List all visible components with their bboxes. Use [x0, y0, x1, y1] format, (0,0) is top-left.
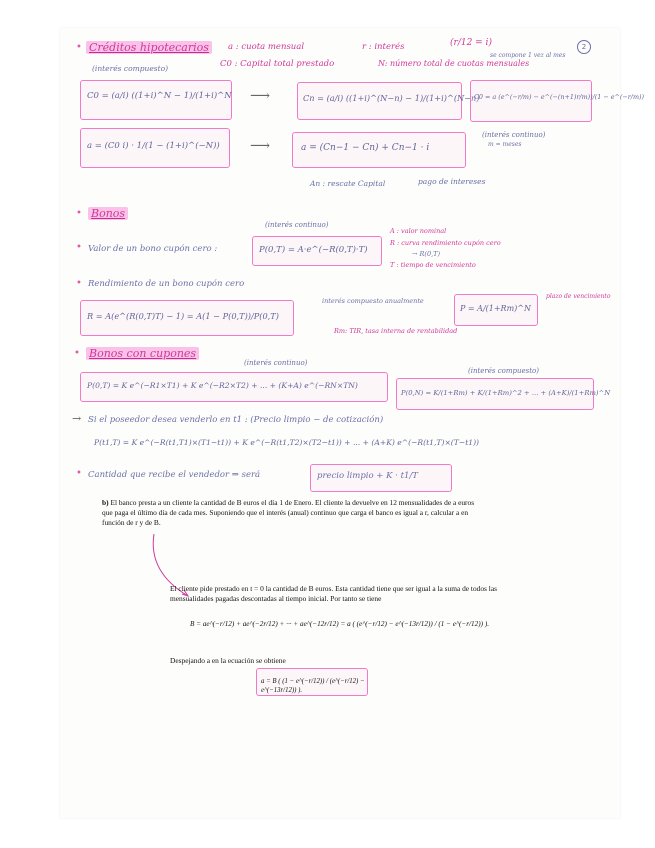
exercise-b	[102, 498, 482, 528]
label-pago-intereses: pago de intereses	[418, 177, 486, 186]
legend-tiempo: T : tiempo de vencimiento	[390, 261, 476, 269]
formula-box-cupones-comp	[396, 378, 611, 410]
formula-box-c0	[80, 80, 232, 120]
despejando-text: Despejando a en la ecuación se obtiene	[170, 656, 286, 665]
formula-p0t: P(0,T) = A·e^(−R(0,T)·T)	[259, 245, 368, 255]
label-an: An : rescate Capital	[310, 179, 386, 188]
formula-box-a-split	[292, 132, 466, 168]
legend-rm: Rm: TIR, tasa interna de rentabilidad	[334, 327, 458, 335]
formula-p-rm: P = A/(1+Rm)^N	[460, 304, 531, 313]
legend-a: a : cuota mensual	[228, 42, 305, 52]
formula-cupones-continuo: P(0,T) = K e^(−R1×T1) + K e^(−R2×T2) + ... + (K+A) e^(−RN×TN)	[87, 381, 358, 390]
legend-n: N: número total de cuotas mensuales	[378, 59, 530, 68]
equation-b: B = ae^(−r/12) + ae^(−2r/12) + ··· + ae^(−12r/12) = a ( (e^(−r/12) − e^(−13r/12)) / (1 − e^(−r/12)) ).	[190, 620, 490, 628]
note-continuo: (interés continuo)	[482, 131, 546, 139]
note-cupones-compuesto: (interés compuesto)	[468, 367, 539, 375]
legend-r: r : interés	[362, 42, 405, 52]
legend-curva: R : curva rendimiento cupón cero	[390, 239, 501, 247]
note-interes-compuesto: (interés compuesto)	[92, 64, 169, 73]
formula-a-split: a = (Cn−1 − Cn) + Cn−1 · i	[301, 143, 430, 153]
formula-box-p-rm	[454, 294, 538, 326]
formula-vender: P(t1,T) = K e^(−R(t1,T1)×(T1−t1)) + K e^(−R(t1,T2)×(T2−t1)) + ... + (A+K) e^(−R(t1,T)×(T−t1))	[94, 438, 480, 447]
formula-c0: C0 = (a/i) ((1+i)^N − 1)/(1+i)^N	[87, 91, 232, 101]
legend-valor-nominal: A : valor nominal	[390, 227, 447, 235]
formula-rendimiento: R = A(e^(R(0,T)T) − 1) = A(1 − P(0,T))/P(0,T)	[87, 311, 279, 321]
bullet-icon: •	[76, 208, 82, 219]
page-number: 2	[577, 40, 591, 54]
formula-c0-continuo: C0 = a (e^(−r/m) − e^(−(n+1)r/m))/(1 − e^(−r/m))	[474, 93, 645, 101]
formula-precio-limpio: precio limpio + K · t1/T	[317, 471, 418, 481]
section-title-cupones: Bonos con cupones	[86, 348, 199, 360]
formula-box-c0-cont	[470, 80, 645, 122]
formula-box-precio	[310, 464, 452, 492]
section-title-hipotecarios: Créditos hipotecarios	[86, 42, 212, 54]
bullet-icon: •	[76, 468, 82, 479]
legend-r-monthly: (r/12 = i)	[450, 38, 492, 48]
formula-box-p0t	[252, 236, 382, 266]
bullet-icon: •	[76, 278, 82, 289]
note-bonos-continuo: (interés continuo)	[265, 221, 329, 229]
exercise-b-text: El banco presta a un cliente la cantidad de B euros el día 1 de Enero. El cliente la devuelve en 12 mensualidades de a euros que paga el último día de cada mes. Suponiendo que el interés (anual) continuo que carga el banco es igual a r, calcular a en función de r y de B.	[102, 498, 475, 527]
formula-a: a = (C0 i) · 1/(1 − (1+i)^(−N))	[87, 141, 220, 151]
arrow-right-icon: →	[72, 412, 82, 425]
formula-cn: Cn = (a/i) ((1+i)^(N−n) − 1)/(1+i)^(N−n)	[303, 93, 480, 103]
section-title-bonos: Bonos	[88, 208, 128, 220]
arrow-right-icon: ⟶	[250, 88, 271, 104]
legend-r0t: → R(0,T)	[412, 250, 441, 258]
note-plazo-vencimiento: plazo de vencimiento	[546, 293, 611, 300]
formula-box-a	[80, 128, 230, 168]
legend-r-note: se compone 1 vez al mes	[490, 52, 566, 59]
text-rendimiento: Rendimiento de un bono cupón cero	[88, 279, 245, 289]
text-cantidad: Cantidad que recibe el vendedor ⇒ será	[88, 470, 261, 480]
solution-text: El cliente pide prestado en t = 0 la cantidad de B euros. Esta cantidad tiene que ser igual a la suma de todos las mensualidades pagadas descontadas al tiempo inicial. Por tanto se tiene	[170, 584, 497, 603]
formula-box-cupones-cont	[80, 372, 388, 402]
exercise-b-label: b)	[102, 498, 109, 507]
formula-box-rendimiento	[80, 300, 294, 336]
equation-a-answer: a = B ( (1 − e^(−r/12)) / (e^(−r/12) − e^(−13r/12)) ).	[261, 678, 365, 695]
text-cupon-cero: Valor de un bono cupón cero :	[88, 244, 218, 254]
legend-c0: C0 : Capital total prestado	[220, 59, 335, 69]
formula-box-cn	[297, 82, 480, 120]
bullet-icon: •	[76, 242, 82, 253]
note-interes-compuesto-anual: interés compuesto anualmente	[322, 297, 424, 305]
note-meses: m = meses	[488, 141, 522, 148]
text-vender: Si el poseedor desea venderlo en t1 : (Precio limpio − de cotización)	[88, 415, 384, 425]
formula-cupones-compuesto: P(0,N) = K/(1+Rm) + K/(1+Rm)^2 + ... + (A+K)/(1+Rm)^N	[401, 389, 611, 397]
note-cupones-continuo: (interés continuo)	[244, 359, 308, 367]
notebook-page	[60, 28, 645, 818]
answer-box	[256, 668, 368, 696]
bullet-icon: •	[76, 42, 82, 53]
bullet-icon: •	[74, 348, 80, 359]
arrow-right-icon: ⟶	[250, 138, 271, 154]
